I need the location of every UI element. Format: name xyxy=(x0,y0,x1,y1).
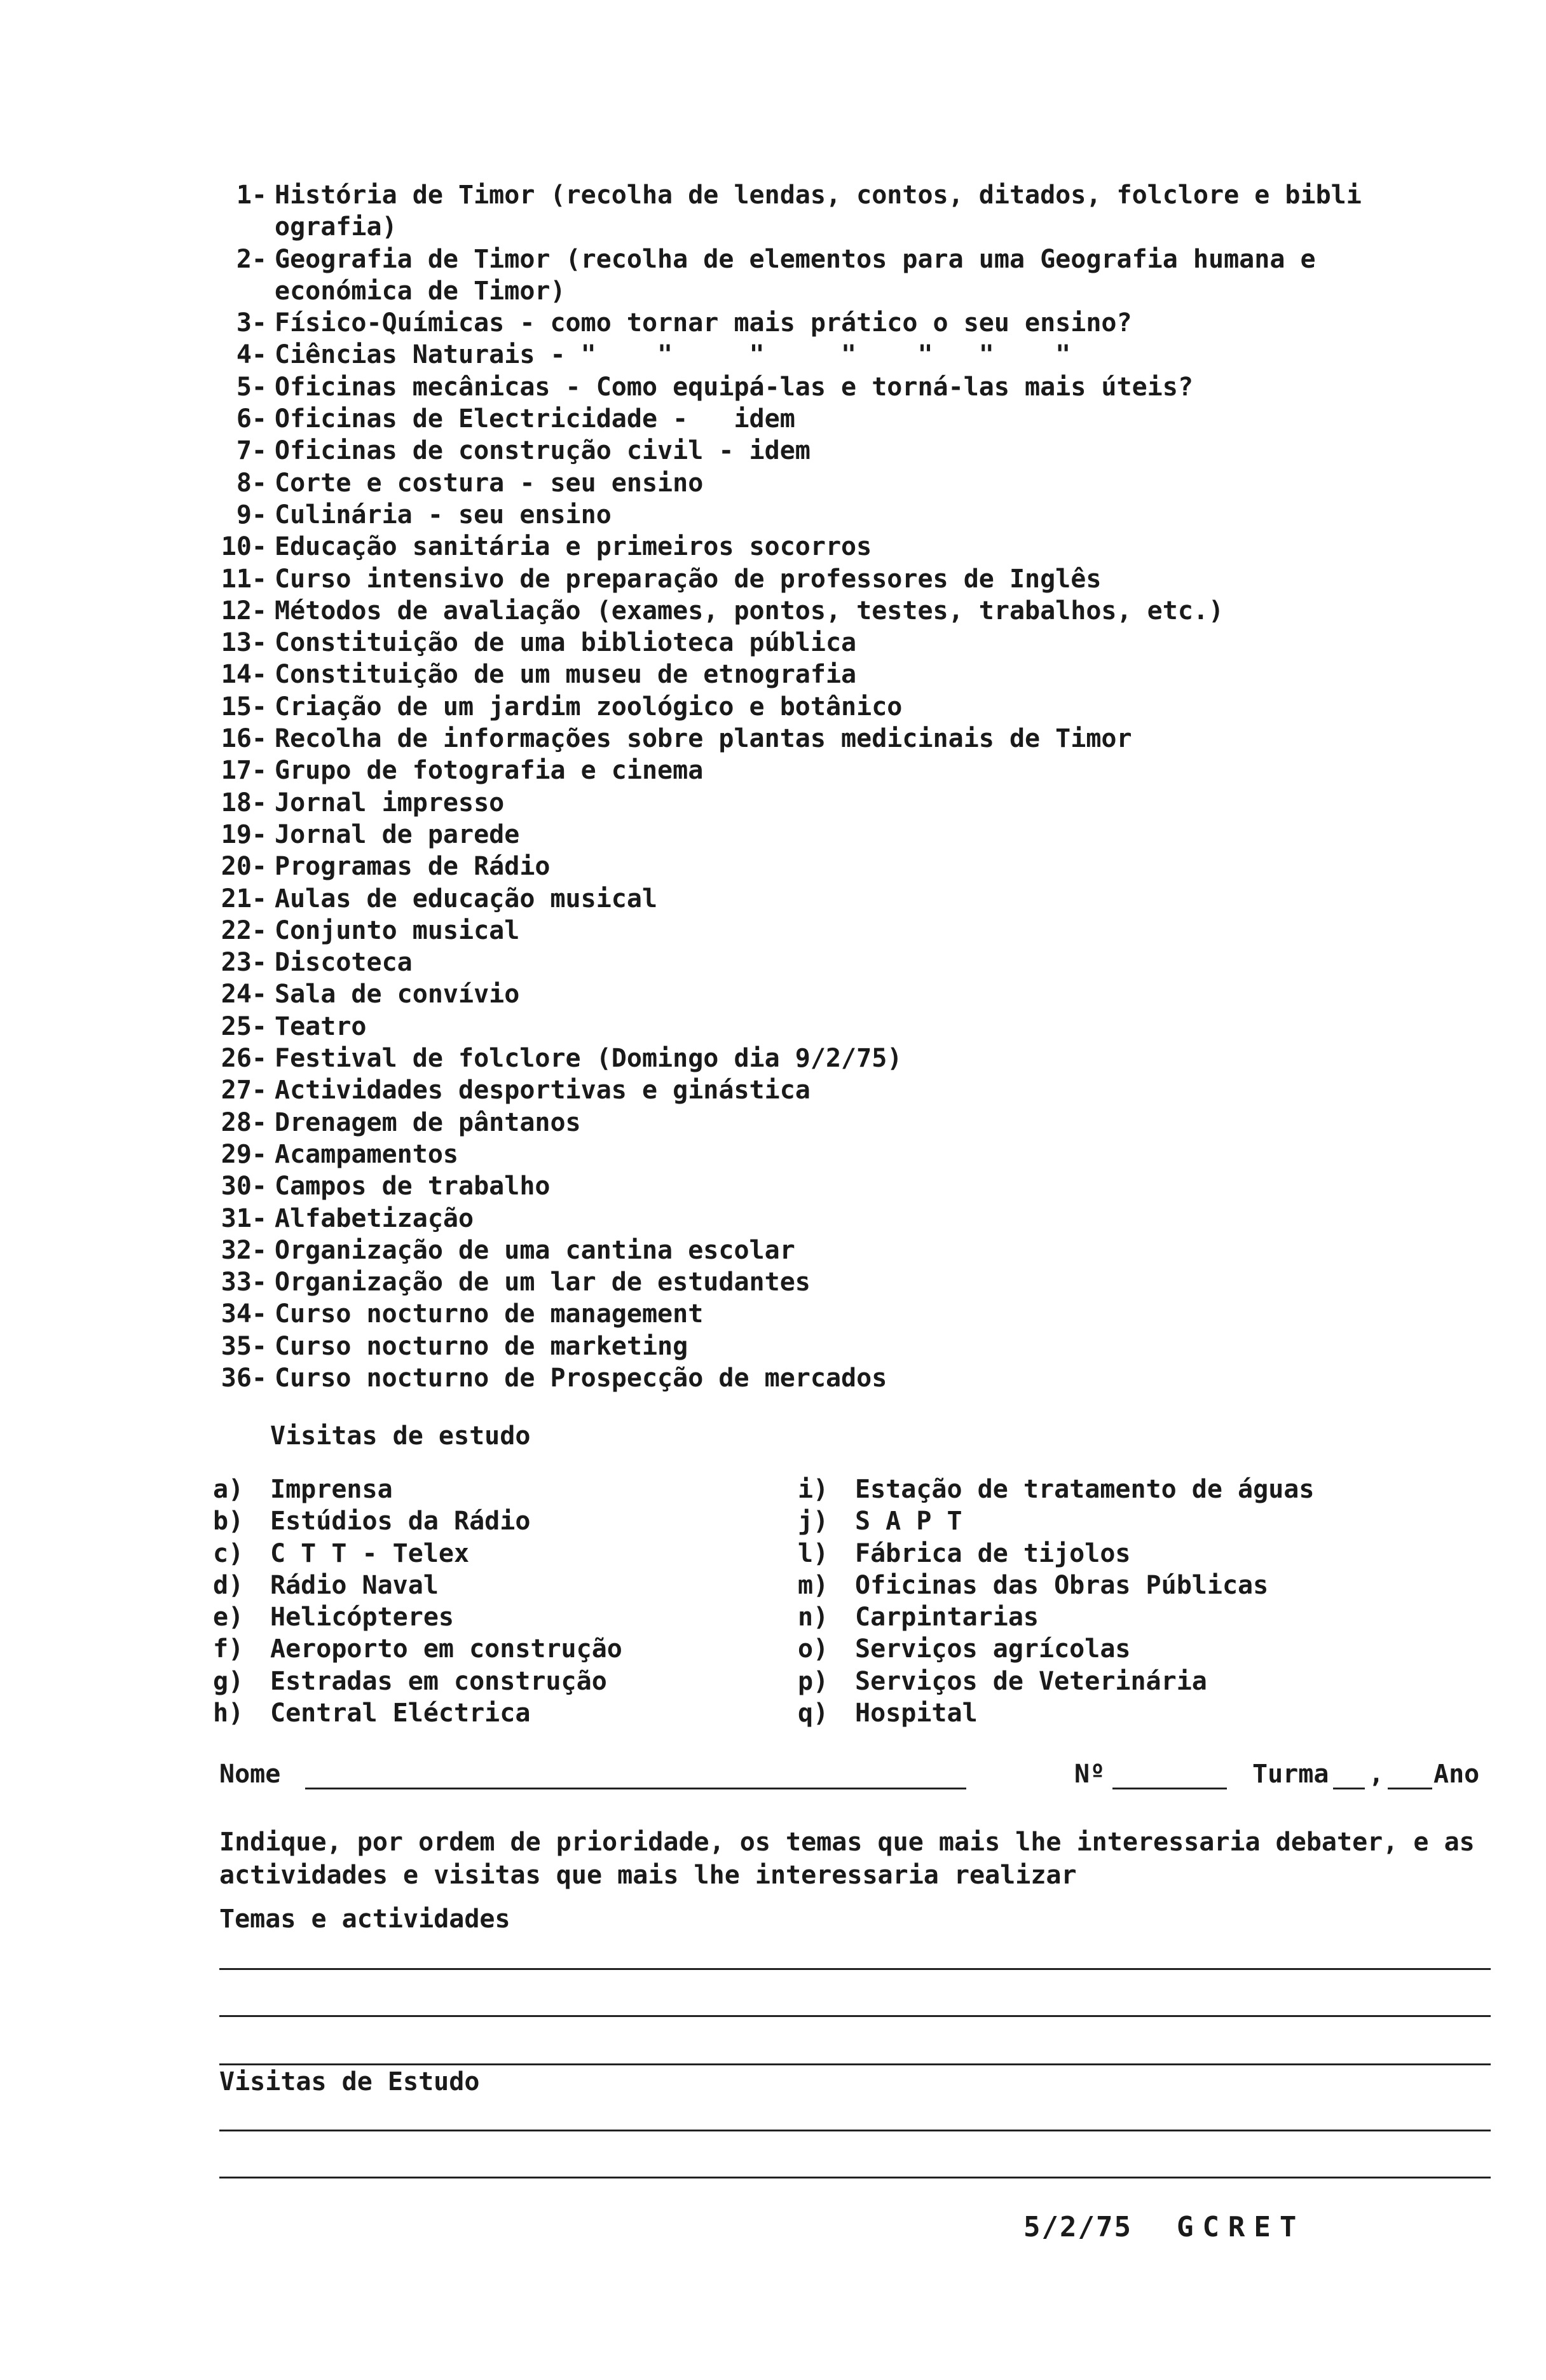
visit-item xyxy=(213,1697,622,1729)
topic-number: 33- xyxy=(221,1268,267,1297)
topic-item xyxy=(197,531,1507,563)
visit-item xyxy=(798,1601,1314,1633)
topic-text: Ciências Naturais - " " " " " " " xyxy=(275,340,1071,370)
visit-item xyxy=(213,1505,622,1537)
topic-number: 19- xyxy=(221,819,267,849)
topic-number: 6- xyxy=(236,404,267,434)
ano-field[interactable] xyxy=(1388,1788,1432,1789)
topic-text: Geografia de Timor (recolha de elementos para uma Geografia humana e económica de Timor) xyxy=(275,244,1316,306)
topic-item xyxy=(197,435,1507,467)
turma-label: Turma xyxy=(1252,1760,1329,1789)
topic-number: 34- xyxy=(221,1299,267,1329)
visit-text: Serviços agrícolas xyxy=(855,1634,1131,1664)
topic-item xyxy=(197,243,1507,308)
topic-number: 16- xyxy=(221,724,267,754)
topic-text: Oficinas de Electricidade - idem xyxy=(275,404,795,434)
nome-field[interactable] xyxy=(305,1788,966,1789)
topic-item xyxy=(197,1074,1507,1106)
visit-text: Estradas em construção xyxy=(270,1666,607,1696)
topic-item xyxy=(197,755,1507,786)
visit-item xyxy=(798,1538,1314,1570)
visit-text: C T T - Telex xyxy=(270,1538,470,1568)
turma-field[interactable] xyxy=(1333,1788,1365,1789)
visit-text: Estação de tratamento de águas xyxy=(855,1475,1315,1504)
topic-text: Educação sanitária e primeiros socorros xyxy=(275,532,872,562)
topic-item xyxy=(197,1362,1507,1394)
topic-text: Sala de convívio xyxy=(275,980,520,1009)
topic-number: 3- xyxy=(236,308,267,338)
topic-text: Jornal impresso xyxy=(275,788,505,817)
visit-item xyxy=(798,1570,1314,1601)
footer-org: GCRET xyxy=(1176,2211,1306,2243)
topic-item xyxy=(197,627,1507,659)
topic-number: 12- xyxy=(221,596,267,626)
visits-title: Visitas de estudo xyxy=(270,1421,531,1451)
visit-text: Aeroporto em construção xyxy=(270,1634,622,1664)
visit-text: Oficinas das Obras Públicas xyxy=(855,1570,1269,1600)
topic-text: Acampamentos xyxy=(275,1139,458,1169)
visit-letter: e) xyxy=(213,1603,244,1632)
student-identification-row xyxy=(219,1760,1484,1791)
topic-text: Actividades desportivas e ginástica xyxy=(275,1076,811,1105)
topic-text: Físico-Químicas - como tornar mais prático o seu ensino? xyxy=(275,308,1132,338)
topic-item xyxy=(197,1330,1507,1362)
temas-answer-line-2[interactable] xyxy=(219,2015,1491,2017)
visit-item xyxy=(213,1538,622,1570)
visits-right-column xyxy=(798,1474,1314,1729)
topic-text: Constituição de uma biblioteca pública xyxy=(275,628,857,658)
topic-number: 20- xyxy=(221,852,267,882)
visitas-answer-line-2[interactable] xyxy=(219,2177,1491,2178)
topic-number: 4- xyxy=(236,340,267,370)
topic-number: 14- xyxy=(221,660,267,690)
visit-item xyxy=(213,1601,622,1633)
topic-number: 15- xyxy=(221,692,267,722)
topic-text: Oficinas mecânicas - Como equipá-las e torná-las mais úteis? xyxy=(275,372,1193,402)
visit-item xyxy=(213,1665,622,1697)
visit-letter: b) xyxy=(213,1507,244,1536)
topic-text: Criação de um jardim zoológico e botânico xyxy=(275,692,903,722)
topic-text: Alfabetização xyxy=(275,1203,474,1233)
visit-text: Carpintarias xyxy=(855,1603,1039,1632)
topic-item xyxy=(197,1203,1507,1234)
topic-item xyxy=(197,1170,1507,1202)
visit-letter: o) xyxy=(798,1634,829,1664)
topic-number: 10- xyxy=(221,532,267,562)
topic-number: 24- xyxy=(221,980,267,1009)
visit-letter: f) xyxy=(213,1634,244,1664)
topic-number: 7- xyxy=(236,436,267,466)
topic-text: Discoteca xyxy=(275,948,413,978)
topic-item xyxy=(197,978,1507,1010)
temas-answer-line-3[interactable] xyxy=(219,2063,1491,2065)
topic-number: 18- xyxy=(221,788,267,817)
topic-text: Organização de uma cantina escolar xyxy=(275,1235,795,1265)
topic-item xyxy=(197,1266,1507,1298)
topics-list xyxy=(197,179,1507,1394)
topic-text: Oficinas de construção civil - idem xyxy=(275,436,811,466)
topic-text: Métodos de avaliação (exames, pontos, testes, trabalhos, etc.) xyxy=(275,596,1224,626)
topic-number: 17- xyxy=(221,756,267,786)
topic-text: Campos de trabalho xyxy=(275,1172,551,1201)
topic-number: 29- xyxy=(221,1139,267,1169)
visit-text: Central Eléctrica xyxy=(270,1699,531,1728)
visit-text: Fábrica de tijolos xyxy=(855,1538,1131,1568)
topic-text: Festival de folclore (Domingo dia 9/2/75) xyxy=(275,1044,903,1074)
topic-item xyxy=(197,339,1507,371)
visit-item xyxy=(798,1505,1314,1537)
topic-item xyxy=(197,819,1507,851)
temas-answer-line-1[interactable] xyxy=(219,1968,1491,1970)
topic-item xyxy=(197,915,1507,947)
topic-item xyxy=(197,1139,1507,1170)
topic-item xyxy=(197,691,1507,723)
comma: , xyxy=(1369,1760,1385,1789)
topic-item xyxy=(197,1298,1507,1330)
topic-number: 13- xyxy=(221,628,267,658)
numero-field[interactable] xyxy=(1112,1788,1227,1789)
footer-date: 5/2/75 xyxy=(1023,2211,1132,2243)
visits-left-column xyxy=(213,1474,622,1729)
topic-text: Grupo de fotografia e cinema xyxy=(275,756,704,786)
topic-text: Teatro xyxy=(275,1011,367,1041)
visit-letter: j) xyxy=(798,1507,829,1536)
topic-text: Conjunto musical xyxy=(275,915,520,945)
ano-label: Ano xyxy=(1433,1760,1480,1789)
visit-item xyxy=(213,1474,622,1505)
visit-letter: i) xyxy=(798,1475,829,1504)
topic-number: 25- xyxy=(221,1011,267,1041)
nome-label: Nome xyxy=(219,1760,281,1789)
visit-text: Estúdios da Rádio xyxy=(270,1507,531,1536)
visitas-label: Visitas de Estudo xyxy=(219,2067,480,2096)
topic-number: 22- xyxy=(221,915,267,945)
topic-item xyxy=(197,1011,1507,1043)
topic-number: 8- xyxy=(236,468,267,498)
topic-text: Curso nocturno de marketing xyxy=(275,1331,688,1361)
topic-item xyxy=(197,883,1507,915)
topic-item xyxy=(197,659,1507,690)
topic-item xyxy=(197,787,1507,819)
topic-number: 36- xyxy=(221,1363,267,1393)
visit-letter: d) xyxy=(213,1570,244,1600)
visit-item xyxy=(213,1570,622,1601)
visit-text: Imprensa xyxy=(270,1475,393,1504)
topic-text: Corte e costura - seu ensino xyxy=(275,468,704,498)
topic-item xyxy=(197,1107,1507,1139)
topic-item xyxy=(197,723,1507,755)
topic-number: 9- xyxy=(236,500,267,530)
instructions: Indique, por ordem de prioridade, os temas que mais lhe interessaria debater, e as actividades e visitas que mais lhe interessaria realizar xyxy=(219,1828,1475,1890)
topic-number: 30- xyxy=(221,1172,267,1201)
topic-number: 26- xyxy=(221,1044,267,1074)
visitas-answer-line-1[interactable] xyxy=(219,2130,1491,2131)
topic-item xyxy=(197,307,1507,339)
topic-item xyxy=(197,467,1507,499)
topic-text: Curso nocturno de Prospecção de mercados xyxy=(275,1363,887,1393)
visit-item xyxy=(798,1665,1314,1697)
topic-number: 31- xyxy=(221,1203,267,1233)
visit-item xyxy=(798,1474,1314,1505)
topic-item xyxy=(197,371,1507,403)
topic-text: Culinária - seu ensino xyxy=(275,500,612,530)
topic-item xyxy=(197,563,1507,595)
visit-letter: h) xyxy=(213,1699,244,1728)
topic-item xyxy=(197,179,1507,243)
topic-text: Drenagem de pântanos xyxy=(275,1107,581,1137)
topic-number: 27- xyxy=(221,1076,267,1105)
topic-text: Aulas de educação musical xyxy=(275,884,658,913)
visit-letter: c) xyxy=(213,1538,244,1568)
topic-item xyxy=(197,851,1507,882)
topic-item xyxy=(197,403,1507,435)
topic-number: 23- xyxy=(221,948,267,978)
topic-text: História de Timor (recolha de lendas, contos, ditados, folclore e bibli ografia) xyxy=(275,181,1362,242)
topic-item xyxy=(197,947,1507,978)
topic-number: 5- xyxy=(236,372,267,402)
topic-text: Curso nocturno de management xyxy=(275,1299,704,1329)
topic-text: Curso intensivo de preparação de professores de Inglês xyxy=(275,564,1102,594)
visit-text: Serviços de Veterinária xyxy=(855,1666,1207,1696)
topic-number: 35- xyxy=(221,1331,267,1361)
topic-number: 21- xyxy=(221,884,267,913)
topic-number: 28- xyxy=(221,1107,267,1137)
visit-letter: a) xyxy=(213,1475,244,1504)
visit-text: S A P T xyxy=(855,1507,962,1536)
visit-letter: l) xyxy=(798,1538,829,1568)
visit-item xyxy=(798,1633,1314,1665)
visit-letter: q) xyxy=(798,1699,829,1728)
topic-item xyxy=(197,595,1507,627)
topic-item xyxy=(197,1043,1507,1074)
visit-item xyxy=(798,1697,1314,1729)
topic-item xyxy=(197,499,1507,531)
visit-text: Hospital xyxy=(855,1699,978,1728)
visit-letter: p) xyxy=(798,1666,829,1696)
topic-number: 32- xyxy=(221,1235,267,1265)
visit-letter: m) xyxy=(798,1570,829,1600)
topic-text: Organização de um lar de estudantes xyxy=(275,1268,811,1297)
topic-number: 11- xyxy=(221,564,267,594)
footer xyxy=(1023,2211,1305,2243)
visit-item xyxy=(213,1633,622,1665)
topic-text: Jornal de parede xyxy=(275,819,520,849)
visit-text: Rádio Naval xyxy=(270,1570,439,1600)
topic-text: Constituição de um museu de etnografia xyxy=(275,660,857,690)
topic-item xyxy=(197,1234,1507,1266)
visit-letter: g) xyxy=(213,1666,244,1696)
topic-text: Recolha de informações sobre plantas medicinais de Timor xyxy=(275,724,1132,754)
topic-text: Programas de Rádio xyxy=(275,852,551,882)
visit-letter: n) xyxy=(798,1603,829,1632)
numero-label: Nº xyxy=(1074,1760,1105,1789)
visit-text: Helicópteres xyxy=(270,1603,454,1632)
topic-number: 2- xyxy=(236,244,267,274)
temas-label: Temas e actividades xyxy=(219,1905,510,1934)
topic-number: 1- xyxy=(236,181,267,210)
